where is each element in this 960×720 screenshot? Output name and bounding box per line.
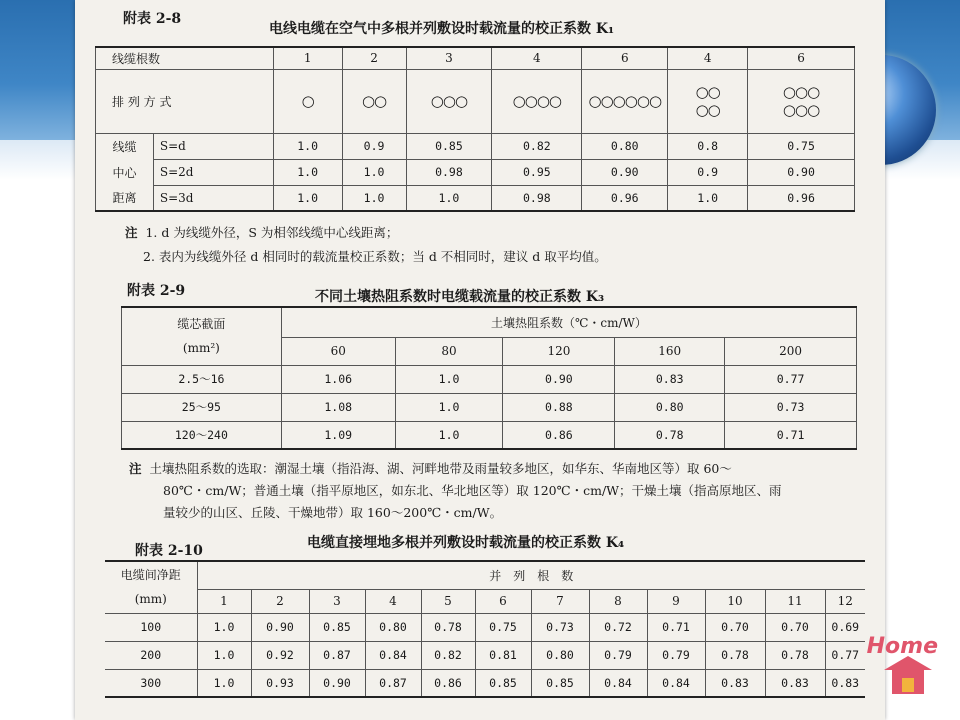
column-header: 3 [309,589,365,613]
value-cell: 0.87 [365,669,421,697]
arrangement-cell: ○○○ [406,69,492,133]
row-label: 120～240 [122,421,282,449]
value-cell: 0.86 [421,669,475,697]
value-cell: 1.0 [342,159,406,185]
table-2-8-title: 电线电缆在空气中多根并列敷设时载流量的校正系数 K₁ [269,21,615,37]
column-header: 120 [503,337,615,365]
table-2-9 [121,306,857,450]
value-cell: 0.78 [421,613,475,641]
arrangement-cell: ○ [273,69,342,133]
value-cell: 1.0 [273,159,342,185]
column-header: 10 [705,589,765,613]
value-cell: 0.70 [705,613,765,641]
value-cell: 0.84 [647,669,705,697]
arrangement-cell: ○○ [342,69,406,133]
value-cell: 0.96 [582,185,668,211]
column-header: 1 [197,589,251,613]
row-label: 100 [105,613,197,641]
house-icon[interactable] [890,664,926,696]
value-cell: 0.80 [582,133,668,159]
value-cell: 1.08 [281,393,395,421]
value-cell: 1.0 [668,185,748,211]
value-cell: 0.80 [615,393,725,421]
value-cell: 0.79 [589,641,647,669]
count-cell: 6 [582,47,668,69]
column-header-spacing: 电缆间净距 (mm) [105,561,197,613]
home-label[interactable]: Home [866,634,938,659]
table-2-8-note-2: 2. 表内为线缆外径 d 相同时的载流量校正系数；当 d 不相同时，建议 d 取平均值。 [143,249,607,264]
value-cell: 1.0 [342,185,406,211]
column-header: 8 [589,589,647,613]
value-cell: 1.0 [395,365,503,393]
column-header-section: 缆芯截面 (mm²) [122,307,282,365]
value-cell: 1.0 [395,421,503,449]
column-header: 200 [725,337,857,365]
value-cell: 1.0 [273,185,342,211]
column-group-header: 并 列 根 数 [197,561,865,589]
table-2-9-caption: 附表 2-9 [127,283,186,299]
arrangement-cell: ○○○ ○○○ [748,69,855,133]
arrangement-cell: ○○○○ [492,69,582,133]
value-cell: 0.9 [342,133,406,159]
value-cell: 0.90 [582,159,668,185]
value-cell: 0.80 [365,613,421,641]
value-cell: 0.83 [615,365,725,393]
value-cell: 0.82 [492,133,582,159]
column-header: 160 [615,337,725,365]
value-cell: 0.90 [748,159,855,185]
column-header: 7 [531,589,589,613]
value-cell: 1.0 [395,393,503,421]
value-cell: 0.82 [421,641,475,669]
value-cell: 0.84 [589,669,647,697]
spacing-label: S=d [153,133,273,159]
table-2-8-note-1: 注 1. d 为线缆外径，S 为相邻线缆中心线距离； [125,225,399,240]
value-cell: 0.78 [615,421,725,449]
value-cell: 1.0 [197,641,251,669]
count-cell: 6 [748,47,855,69]
table-2-10-title: 电缆直接埋地多根并列敷设时载流量的校正系数 K₄ [307,535,625,551]
value-cell: 0.71 [725,421,857,449]
table-2-10-caption: 附表 2-10 [135,543,203,559]
value-cell: 0.90 [503,365,615,393]
value-cell: 0.77 [825,641,865,669]
value-cell: 0.71 [647,613,705,641]
value-cell: 1.0 [197,669,251,697]
column-header: 80 [395,337,503,365]
column-header: 5 [421,589,475,613]
value-cell: 0.83 [825,669,865,697]
arrangement-cell: ○○ ○○ [668,69,748,133]
column-header: 12 [825,589,865,613]
value-cell: 0.85 [406,133,492,159]
column-header: 9 [647,589,705,613]
value-cell: 1.06 [281,365,395,393]
column-header: 60 [281,337,395,365]
table-2-9-title: 不同土壤热阻系数时电缆载流量的校正系数 K₃ [315,289,605,305]
value-cell: 0.86 [503,421,615,449]
value-cell: 0.69 [825,613,865,641]
column-header: 2 [251,589,309,613]
column-header: 4 [365,589,421,613]
value-cell: 0.75 [475,613,531,641]
value-cell: 1.0 [197,613,251,641]
value-cell: 0.75 [748,133,855,159]
value-cell: 0.78 [765,641,825,669]
document-page [75,0,885,720]
value-cell: 0.83 [765,669,825,697]
value-cell: 0.85 [531,669,589,697]
value-cell: 0.90 [309,669,365,697]
value-cell: 0.8 [668,133,748,159]
value-cell: 0.98 [492,185,582,211]
value-cell: 0.9 [668,159,748,185]
value-cell: 1.0 [273,133,342,159]
column-header-count: 线缆根数 [96,47,274,69]
column-header: 11 [765,589,825,613]
side-label: 距离 [96,185,154,211]
arrangement-cell: ○○○○○○ [582,69,668,133]
value-cell: 0.70 [765,613,825,641]
count-cell: 1 [273,47,342,69]
value-cell: 0.72 [589,613,647,641]
value-cell: 0.98 [406,159,492,185]
value-cell: 0.83 [705,669,765,697]
row-label: 300 [105,669,197,697]
spacing-label: S=3d [153,185,273,211]
value-cell: 0.90 [251,613,309,641]
table-2-8-caption: 附表 2-8 [123,11,182,27]
value-cell: 0.95 [492,159,582,185]
value-cell: 0.96 [748,185,855,211]
value-cell: 0.85 [309,613,365,641]
table-2-8 [95,46,855,212]
value-cell: 0.80 [531,641,589,669]
value-cell: 0.79 [647,641,705,669]
side-label: 线缆 [96,133,154,159]
value-cell: 0.92 [251,641,309,669]
value-cell: 1.0 [406,185,492,211]
value-cell: 0.81 [475,641,531,669]
count-cell: 4 [492,47,582,69]
row-label: 2.5～16 [122,365,282,393]
count-cell: 3 [406,47,492,69]
value-cell: 0.87 [309,641,365,669]
value-cell: 0.84 [365,641,421,669]
value-cell: 0.93 [251,669,309,697]
spacing-label: S=2d [153,159,273,185]
table-2-10 [105,560,865,698]
table-2-9-note: 注 土壤热阻系数的选取：潮湿土壤（指沿海、湖、河畔地带及雨量较多地区，如华东、华南地区等）取 60～ 80℃・cm/W；普通土壤（指平原地区，如东北、华北地区等）取 120℃・cm/W；干燥土壤（指高原地区、雨 量较少的山区、丘陵、干燥地带）取 160～200℃・cm/W。 [129,461,782,520]
value-cell: 0.78 [705,641,765,669]
value-cell: 0.85 [475,669,531,697]
side-label: 中心 [96,159,154,185]
value-cell: 0.73 [531,613,589,641]
row-label: 25～95 [122,393,282,421]
column-group-header: 土壤热阻系数（℃・cm/W） [281,307,856,337]
value-cell: 0.77 [725,365,857,393]
value-cell: 1.09 [281,421,395,449]
value-cell: 0.88 [503,393,615,421]
row-label-arrangement: 排 列 方 式 [96,69,274,133]
count-cell: 2 [342,47,406,69]
column-header: 6 [475,589,531,613]
count-cell: 4 [668,47,748,69]
value-cell: 0.73 [725,393,857,421]
row-label: 200 [105,641,197,669]
